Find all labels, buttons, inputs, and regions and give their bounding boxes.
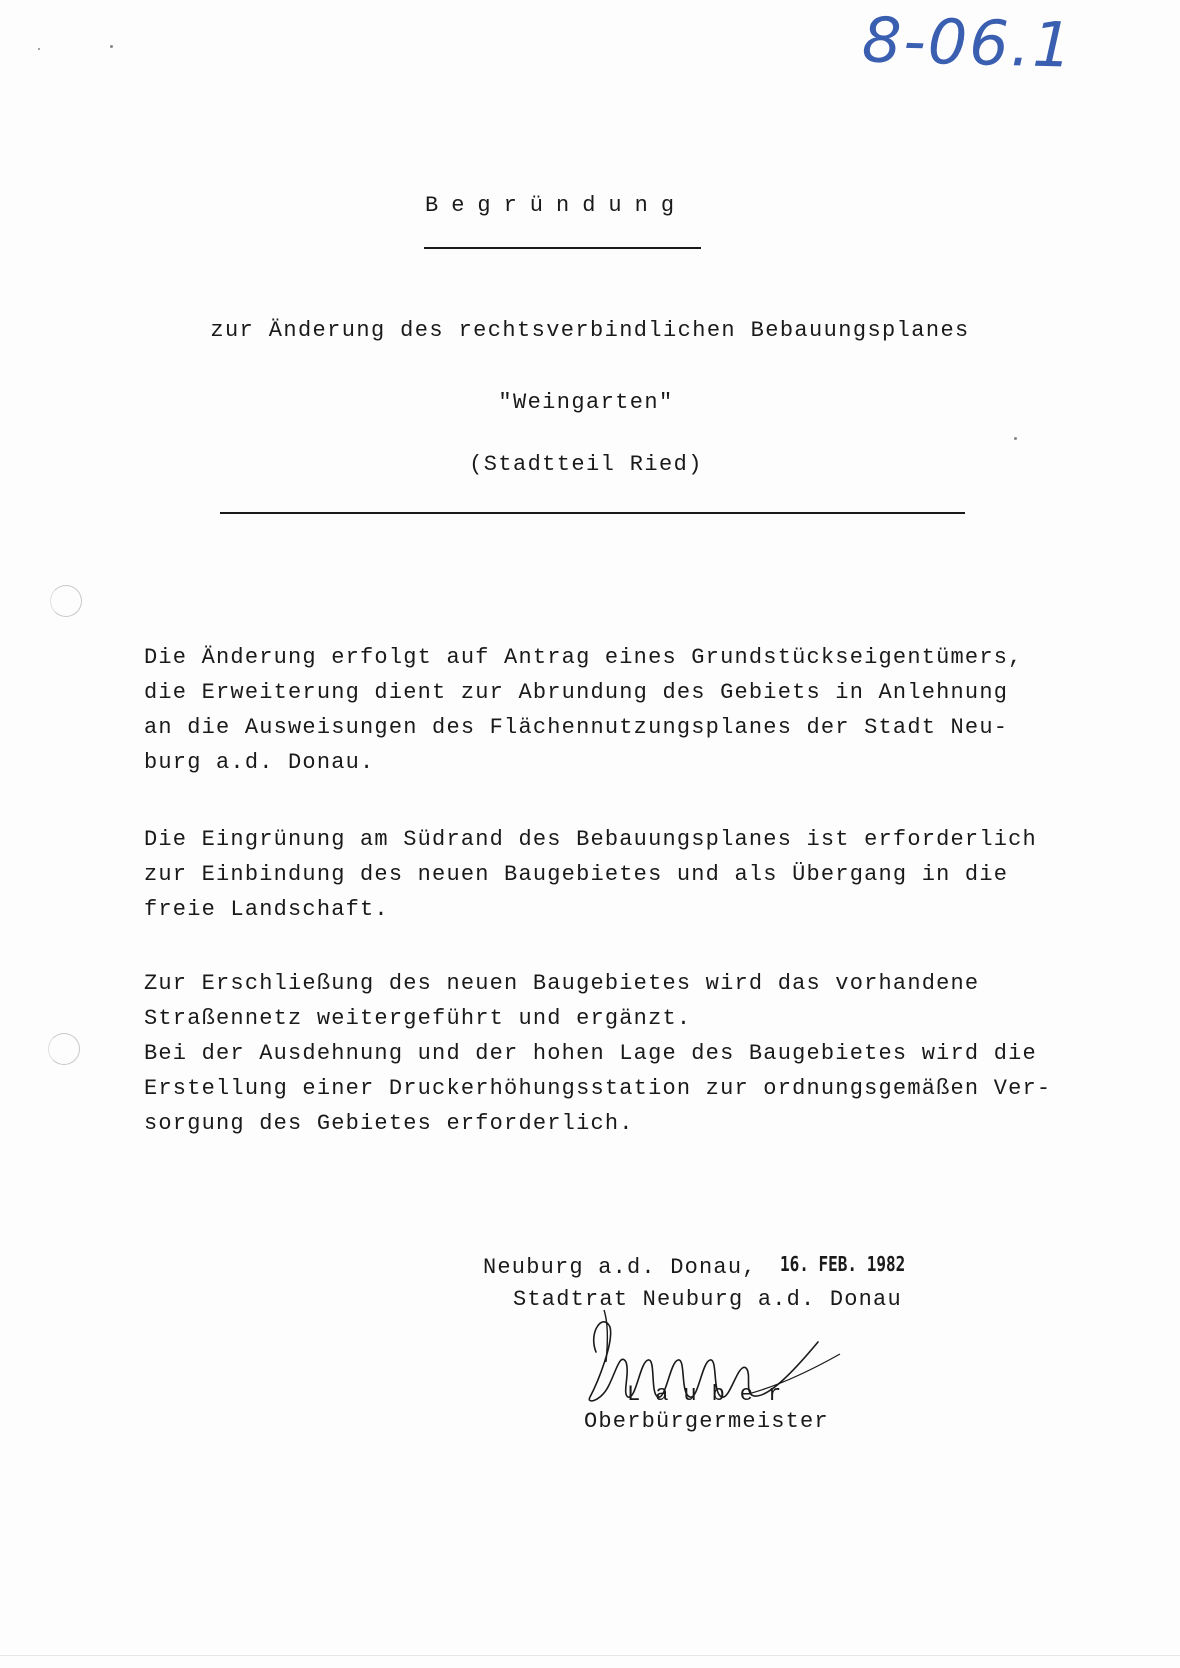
signatory-name: Lauber [627,1382,797,1407]
subtitle-line-1: zur Änderung des rechtsverbindlichen Bebauungsplanes [210,318,970,343]
paper-speck [1014,437,1017,440]
title-underline [424,247,701,249]
paragraph-infrastructure: Zur Erschließung des neuen Baugebietes wird das vorhandene Straßennetz weitergeführt und ergänzt. Bei der Ausdehnung und der hohen Lage des Baugebietes wird die Erstellung einer Druckerhöhungsstation zur ordnungsgemäßen Ver- sorgung des Gebietes erforderlich. [144,971,1052,1136]
paper-speck [38,48,40,50]
paper-speck [110,45,113,48]
punch-hole-bottom [48,1033,80,1065]
document-title: Begründung [425,193,688,218]
handwritten-reference-number: 8-06.1 [861,3,1075,82]
signatory-role: Oberbürgermeister [584,1409,829,1434]
signature-council: Stadtrat Neuburg a.d. Donau [513,1287,902,1312]
date-stamp: 16. FEB. 1982 [780,1252,906,1276]
subtitle-district: (Stadtteil Ried) [469,452,703,477]
signature-place: Neuburg a.d. Donau, [483,1255,757,1280]
punch-hole-top [50,585,82,617]
paragraph-application: Die Änderung erfolgt auf Antrag eines Grundstückseigentümers, die Erweiterung dient zur Abrundung des Gebiets in Anlehnung an die Ausweisungen des Flächennutzungsplanes der Stadt Neu- burg a.d. Donau. [144,645,1023,775]
subtitle-underline [220,512,965,514]
page-bottom-edge [0,1655,1180,1656]
paragraph-greening: Die Eingrünung am Südrand des Bebauungsplanes ist erforderlich zur Einbindung des neuen Baugebietes und als Übergang in die freie Landschaft. [144,827,1037,922]
subtitle-plan-name: "Weingarten" [498,390,674,415]
